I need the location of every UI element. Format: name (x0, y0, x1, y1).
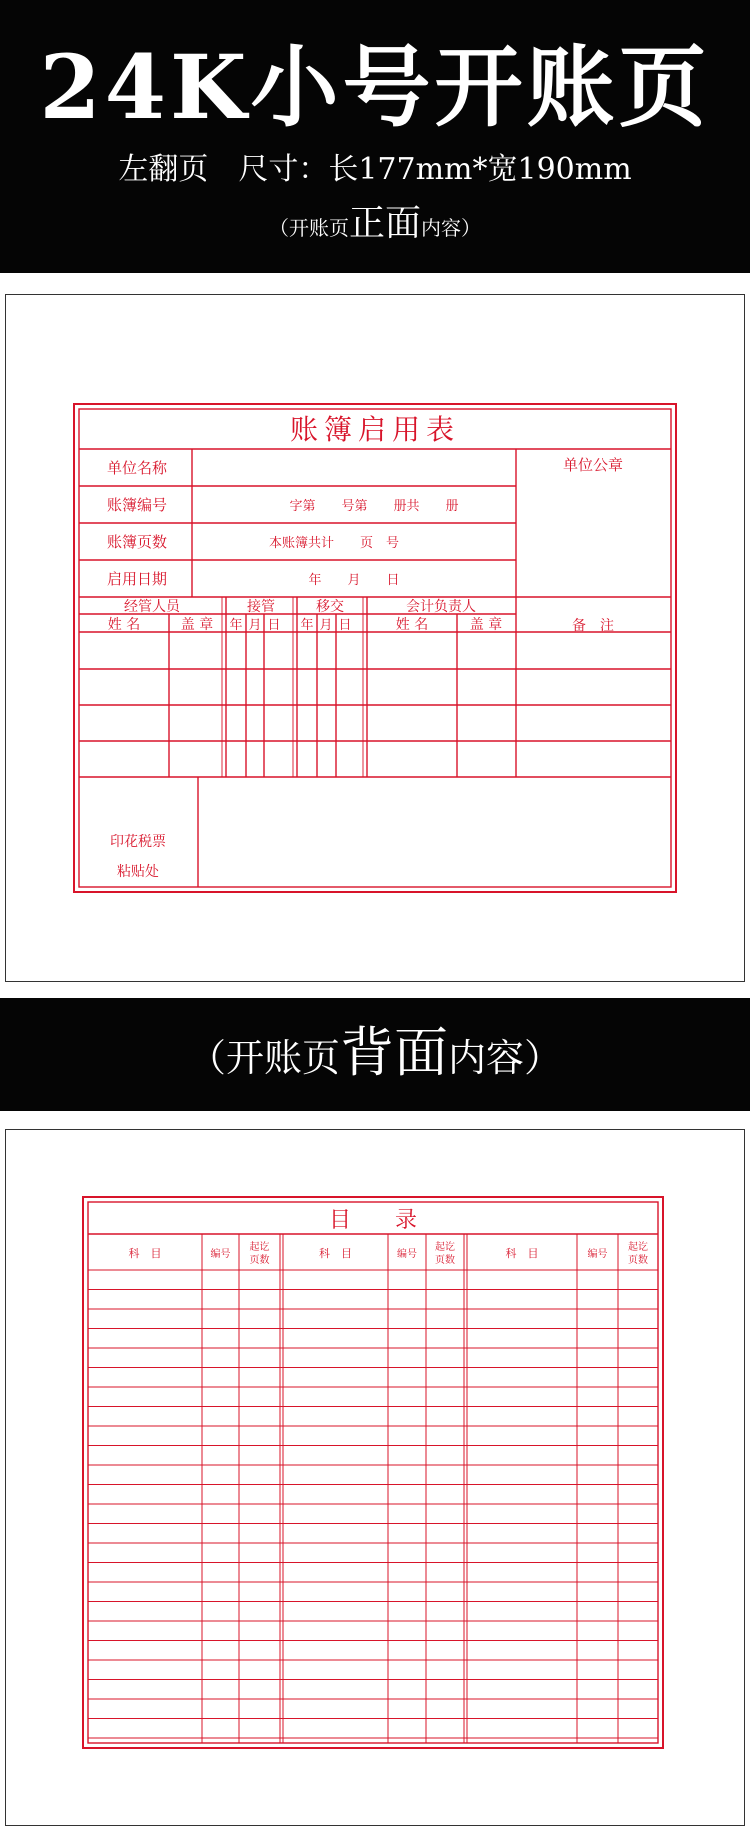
group-header-accountant: 会计负责人 (406, 599, 476, 615)
sub-header-name-1: 姓 名 (107, 617, 141, 633)
toc-header-start-line2-2: 页数 (435, 1255, 455, 1266)
row-label-start-date: 启用日期 (106, 570, 168, 588)
toc-header-number-1: 编号 (210, 1249, 231, 1260)
page-title: 24K小号开账页 (39, 35, 711, 139)
toc-header-subject-2: 科 目 (319, 1247, 352, 1260)
toc-header-start-line1-3: 起讫 (628, 1242, 648, 1253)
front-note-emphasis: 正面 (348, 203, 421, 244)
row-value-book-number: 字第 号第 册共 册 (289, 499, 459, 514)
group-header-manager: 经管人员 (124, 599, 180, 615)
sub-header-seal-2: 盖 章 (469, 617, 503, 633)
toc-header-number-3: 编号 (587, 1249, 608, 1260)
sub-header-day-1: 日 (267, 618, 281, 633)
back-page-frame (5, 1129, 745, 1826)
sub-header-year-2: 年 (300, 618, 314, 633)
front-note (0, 202, 750, 250)
toc-header-number-2: 编号 (397, 1249, 417, 1260)
size-subtitle: 左翻页 尺寸：长177mm*宽190mm (118, 152, 632, 187)
row-value-start-date: 年 月 日 (308, 573, 400, 588)
row-label-book-number: 账簿编号 (106, 496, 168, 514)
form-title: 账簿启用表 (289, 413, 461, 446)
group-header-transfer: 移交 (316, 599, 344, 615)
row-label-unit-name: 单位名称 (106, 459, 168, 477)
sub-header-day-2: 日 (338, 618, 352, 633)
toc-grid (88, 1234, 658, 1743)
back-note-open: （开账页 (187, 1036, 340, 1080)
sub-header-seal-1: 盖 章 (180, 617, 214, 633)
back-note-emphasis-1: 背 (340, 1021, 394, 1084)
seal-label: 单位公章 (562, 456, 624, 474)
group-header-remark: 备 注 (572, 618, 614, 634)
toc-header-start-line2-1: 页数 (249, 1255, 270, 1266)
back-side-banner (0, 998, 750, 1111)
ledger-enable-form (6, 295, 744, 981)
sub-header-year-1: 年 (229, 618, 243, 633)
sub-header-name-2: 姓 名 (395, 617, 429, 633)
back-note (0, 1018, 750, 1093)
toc-header-start-line1-2: 起讫 (435, 1242, 455, 1253)
table-of-contents-form (6, 1130, 744, 1825)
toc-header-subject-1: 科 目 (128, 1247, 162, 1260)
back-note-emphasis-2: 面 (394, 1021, 448, 1084)
toc-header-start-line1-1: 起讫 (249, 1242, 270, 1253)
stamp-label-line1: 印花税票 (110, 834, 166, 850)
back-note-close: 内容） (448, 1036, 563, 1080)
group-header-receive: 接管 (247, 599, 275, 615)
stamp-label-line2: 粘贴处 (117, 864, 159, 880)
header-banner (0, 0, 750, 273)
toc-header-subject-3: 科 目 (505, 1247, 539, 1260)
toc-header-start-line2-3: 页数 (628, 1255, 648, 1266)
sub-header-month-1: 月 (248, 618, 262, 633)
front-note-close: 内容） (421, 216, 481, 240)
toc-title: 目 录 (328, 1208, 418, 1233)
row-value-page-count: 本账簿共计 页 号 (268, 536, 400, 551)
sub-header-month-2: 月 (319, 618, 333, 633)
front-page-frame (5, 294, 745, 982)
front-note-open: （开账页 (268, 216, 349, 240)
row-label-page-count: 账簿页数 (106, 533, 168, 551)
